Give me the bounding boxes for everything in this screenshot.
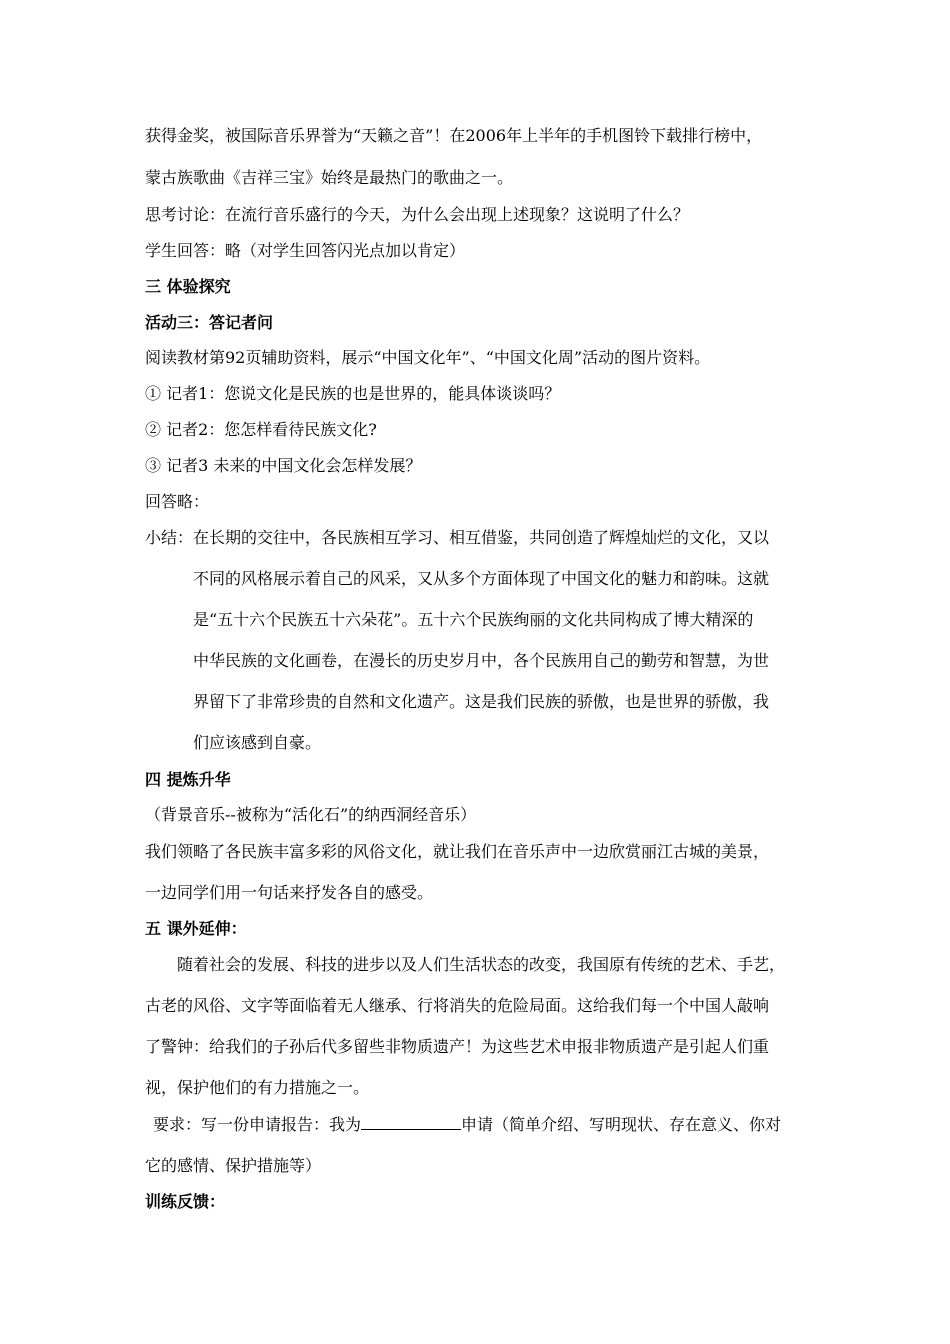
reporter-question-3: ③ 记者3 未来的中国文化会怎样发展？: [145, 456, 422, 475]
activity-heading: 活动三：答记者问: [145, 313, 274, 332]
requirement-line: [153, 1115, 781, 1135]
paragraph-line: 阅读教材第92页辅助资料，展示“中国文化年”、“中国文化周”活动的图片资料。: [145, 348, 711, 367]
summary-line: 不同的风格展示着自己的风采，又从多个方面体现了中国文化的魅力和韵味。这就: [193, 569, 770, 588]
fill-in-blank[interactable]: [361, 1115, 461, 1130]
summary-line: 们应该感到自豪。: [193, 733, 322, 752]
requirement-line: 它的感情、保护措施等）: [145, 1156, 322, 1175]
requirement-text: 申请（简单介绍、写明现状、存在意义、你对: [461, 1115, 782, 1134]
summary-line: 中华民族的文化画卷，在漫长的历史岁月中，各个民族用自己的勤劳和智慧，为世: [193, 651, 770, 670]
summary-line: 是“五十六个民族五十六朵花”。五十六个民族绚丽的文化共同构成了博大精深的: [193, 610, 754, 629]
section-heading-5: 五 课外延伸：: [145, 919, 247, 938]
requirement-text: 要求：写一份申请报告：我为: [153, 1115, 362, 1134]
reporter-question-2: ② 记者2：您怎样看待民族文化?: [145, 420, 377, 439]
extension-line: 随着社会的发展、科技的进步以及人们生活状态的改变，我国原有传统的艺术、手艺，: [177, 955, 786, 974]
paragraph-line: 一边同学们用一句话来抒发各自的感受。: [145, 883, 434, 902]
reporter-question-1: ① 记者1：您说文化是民族的也是世界的，能具体谈谈吗？: [145, 384, 561, 403]
section-heading-4: 四 提炼升华: [145, 770, 231, 789]
answer-note: 回答略：: [145, 492, 210, 511]
extension-line: 古老的风俗、文字等面临着无人继承、行将消失的危险局面。这给我们每一个中国人敲响: [145, 996, 770, 1015]
extension-line: 视，保护他们的有力措施之一。: [145, 1078, 370, 1097]
summary-line: 界留下了非常珍贵的自然和文化遗产。这是我们民族的骄傲，也是世界的骄傲，我: [193, 692, 770, 711]
extension-line: 了警钟：给我们的子孙后代多留些非物质遗产！为这些艺术申报非物质遗产是引起人们重: [145, 1037, 770, 1056]
paragraph-line: 获得金奖，被国际音乐界誉为“天籁之音”！在2006年上半年的手机图铃下载排行榜中，: [145, 126, 763, 145]
discussion-question: 思考讨论：在流行音乐盛行的今天，为什么会出现上述现象？这说明了什么？: [145, 205, 690, 224]
summary-line: 小结：在长期的交往中，各民族相互学习、相互借鉴，共同创造了辉煌灿烂的文化，又以: [145, 528, 770, 547]
paragraph-line: 蒙古族歌曲《吉祥三宝》始终是最热门的歌曲之一。: [145, 168, 514, 187]
paragraph-line: 我们领略了各民族丰富多彩的风俗文化，就让我们在音乐声中一边欣赏丽江古城的美景，: [145, 842, 770, 861]
student-answer: 学生回答：略（对学生回答闪光点加以肯定）: [145, 241, 466, 260]
section-heading-3: 三 体验探究: [145, 277, 231, 296]
background-music-note: （背景音乐--被称为“活化石”的纳西洞经音乐）: [145, 805, 477, 824]
feedback-heading: 训练反馈：: [145, 1192, 226, 1211]
